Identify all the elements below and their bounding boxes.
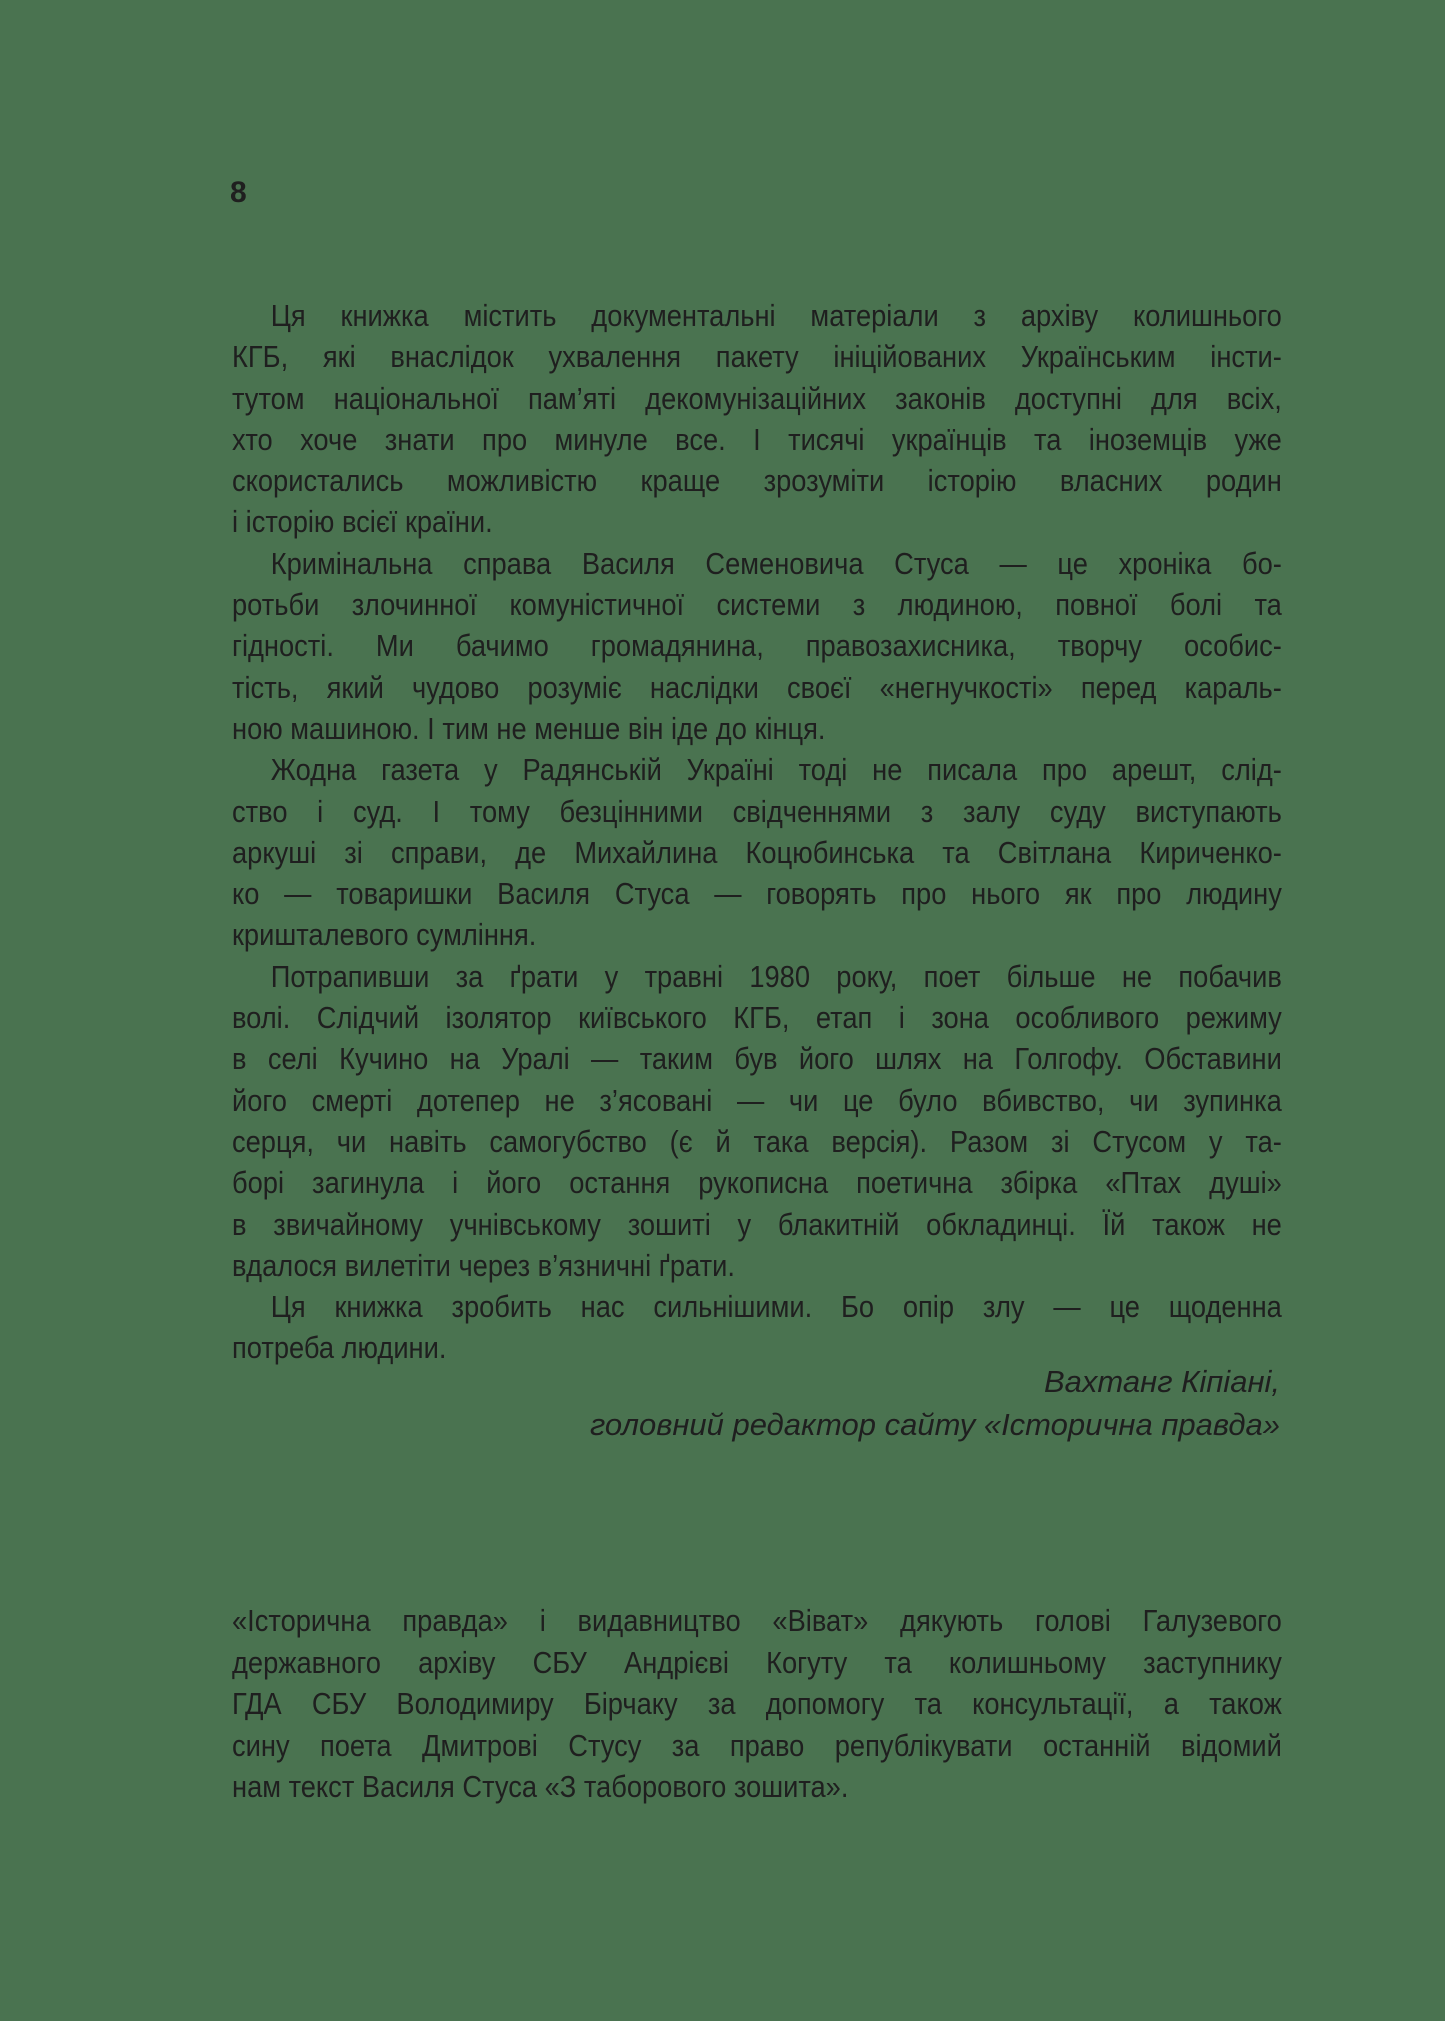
text-line: хто хоче знати про минуле все. І тисячі українців та іноземців уже (232, 421, 1282, 457)
text-line: аркуші зі справи, де Михайлина Коцюбинська та Світлана Кириченко- (232, 834, 1282, 870)
text-line: потреба людини. (232, 1330, 447, 1366)
text-line: його смерті дотепер не з’ясовані — чи це було вбивство, чи зупинка (232, 1082, 1282, 1118)
text-line: тість, який чудово розуміє наслідки своєї «негнучкості» перед караль- (232, 669, 1282, 705)
text-line: ротьби злочинної комуністичної системи з людиною, повної болі та (232, 587, 1282, 623)
acknowledgement (232, 1600, 1282, 1808)
foreword-body (232, 295, 1282, 1369)
author-title: головний редактор сайту «Історична правда» (589, 1407, 1280, 1442)
paragraph-1 (232, 295, 1282, 543)
text-line: борі загинула і його остання рукописна поетична збірка «Птах душі» (232, 1165, 1282, 1201)
text-line: Ця книжка зробить нас сильнішими. Бо опір злу — це щоденна (270, 1289, 1282, 1325)
text-line: Ця книжка містить документальні матеріали з архіву колишнього (270, 298, 1282, 333)
text-line: скористались можливістю краще зрозуміти історію власних родин (232, 463, 1282, 499)
paragraph-4 (232, 956, 1282, 1286)
text-line: сину поета Дмитрові Стусу за право републікувати останній відомий (232, 1727, 1282, 1763)
text-line: в селі Кучино на Уралі — таким був його шлях на Голгофу. Обставини (232, 1041, 1282, 1077)
text-line: «Історична правда» і видавництво «Віват» дякують голові Галузевого (232, 1603, 1282, 1638)
text-line: серця, чи навіть самогубство (є й така версія). Разом зі Стусом у та- (232, 1123, 1282, 1159)
paragraph-3 (232, 749, 1282, 955)
text-line: Кримінальна справа Василя Семеновича Стуса — це хроніка бо- (270, 545, 1282, 581)
text-line: нам текст Василя Стуса «З таборового зошита». (232, 1769, 849, 1804)
text-line: ГДА СБУ Володимиру Бірчаку за допомогу та консультації, а також (232, 1686, 1282, 1721)
paragraph-5 (232, 1286, 1282, 1369)
text-line: волі. Слідчий ізолятор київського КГБ, етап і зона особливого режиму (232, 1000, 1282, 1036)
page-number: 8 (230, 176, 247, 209)
paragraph-2 (232, 543, 1282, 749)
text-line: тутом національної пам’яті декомунізаційних законів доступні для всіх, (232, 380, 1282, 416)
text-line: ко — товаришки Василя Стуса — говорять про нього як про людину (232, 876, 1282, 912)
text-line: кришталевого сумління. (232, 917, 537, 953)
text-line: КГБ, які внаслідок ухвалення пакету ініційованих Українським інсти- (232, 339, 1282, 375)
author-name: Вахтанг Кіпіані, (1044, 1364, 1280, 1399)
text-line: в звичайному учнівському зошиті у блакитній обкладинці. Їй також не (232, 1206, 1282, 1242)
text-line: державного архіву СБУ Андрієві Когуту та колишньому заступнику (232, 1644, 1282, 1680)
text-line: ною машиною. І тим не менше він іде до кінця. (232, 710, 826, 746)
text-line: вдалося вилетіти через в’язничні ґрати. (232, 1247, 735, 1283)
text-line: гідності. Ми бачимо громадянина, правозахисника, творчу особис- (232, 628, 1282, 664)
signature-block (590, 1360, 1280, 1446)
acknowledgement-paragraph (232, 1600, 1282, 1808)
text-line: і історію всієї країни. (232, 504, 493, 540)
text-line: Потрапивши за ґрати у травні 1980 року, поет більше не побачив (270, 958, 1282, 994)
text-line: Жодна газета у Радянській Україні тоді не писала про арешт, слід- (270, 752, 1282, 788)
text-line: ство і суд. І тому безцінними свідченнями з залу суду виступають (232, 793, 1282, 829)
